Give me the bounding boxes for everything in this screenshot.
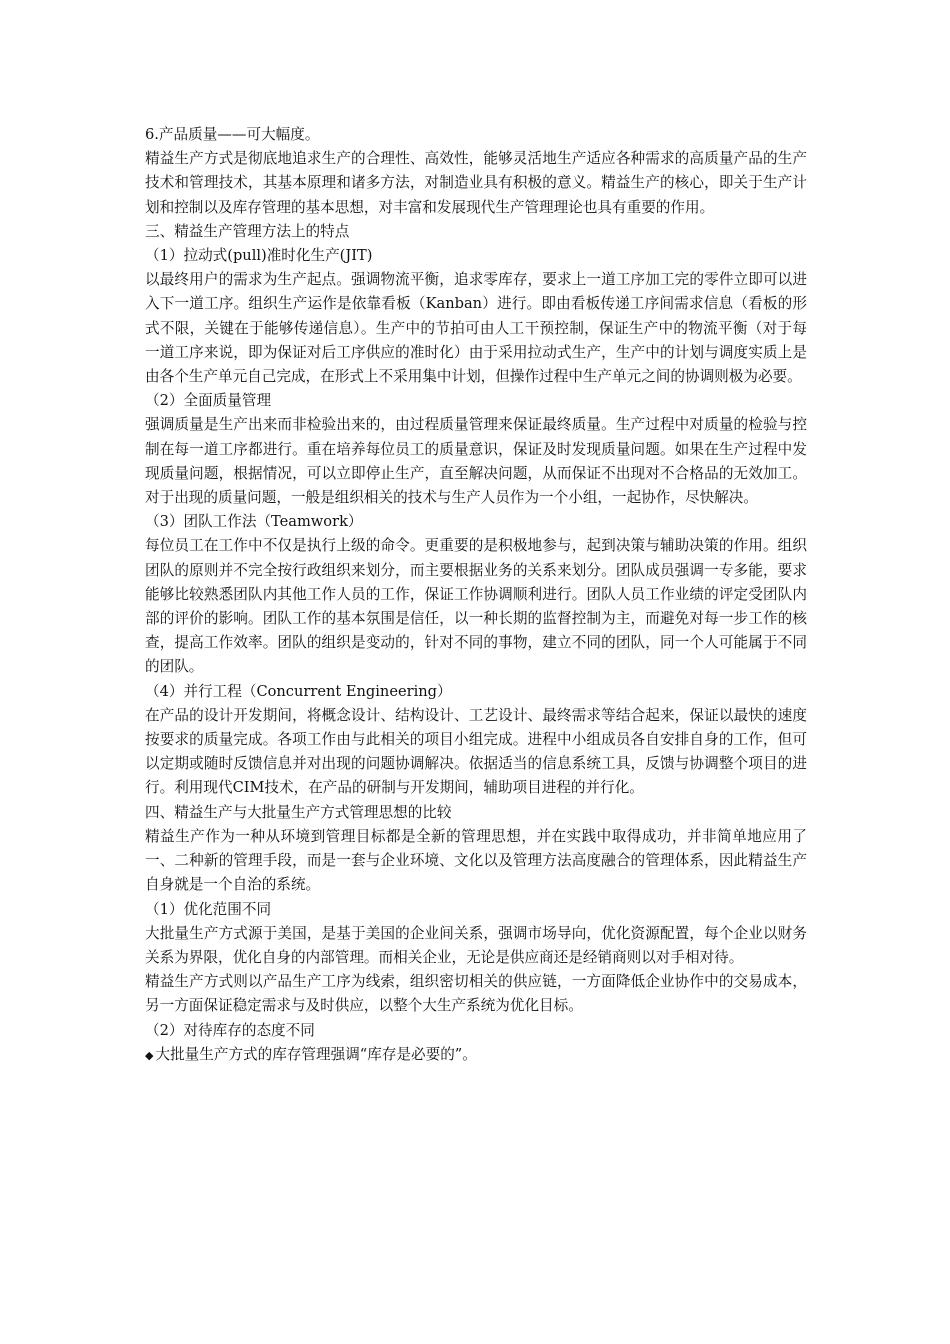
document-body	[145, 123, 807, 1068]
section-heading-4: 四、精益生产与大批量生产方式管理思想的比较	[145, 803, 452, 821]
diamond-bullet-icon: ◆	[145, 1048, 154, 1062]
paragraph-mass-production: 大批量生产方式源于美国，是基于美国的企业间关系，强调市场导向，优化资源配置，每个企业以财务关系为界限，优化自身的内部管理。而相关企业，无论是供应商还是经销商则以对手相对待。	[145, 924, 807, 966]
subheading-concurrent: （4）并行工程（Concurrent Engineering）	[145, 682, 452, 700]
subheading-jit: （1）拉动式(pull)准时化生产(JIT)	[145, 247, 373, 265]
paragraph-comparison-intro: 精益生产作为一种从环境到管理目标都是全新的管理思想，并在实践中取得成功，并非简单地应用了一、二种新的管理手段，而是一套与企业环境、文化以及管理方法高度融合的管理体系，因此精益生产自身就是一个自治的系统。	[145, 827, 807, 894]
bullet-item	[145, 1043, 807, 1068]
subheading-tqm: （2）全面质量管理	[145, 392, 272, 410]
subheading-scope: （1）优化范围不同	[145, 900, 272, 918]
paragraph-jit: 以最终用户的需求为生产起点。强调物流平衡，追求零库存，要求上一道工序加工完的零件立即可以进入下一道工序。组织生产运作是依靠看板（Kanban）进行。即由看板传递工序间需求信息（看板的形式不限，关键在于能够传递信息）。生产中的节拍可由人工干预控制，保证生产中的物流平衡（对于每一道工序来说，即为保证对后工序供应的准时化）由于采用拉动式生产，生产中的计划与调度实质上是由各个生产单元自己完成，在形式上不采用集中计划，但操作过程中生产单元之间的协调则极为必要。	[145, 271, 807, 386]
bullet-text: 大批量生产方式的库存管理强调“库存是必要的”。	[155, 1045, 477, 1063]
paragraph-concurrent: 在产品的设计开发期间，将概念设计、结构设计、工艺设计、最终需求等结合起来，保证以最快的速度按要求的质量完成。各项工作由与此相关的项目小组完成。进程中小组成员各自安排自身的工作，但可以定期或随时反馈信息并对出现的问题协调解决。依据适当的信息系统工具，反馈与协调整个项目的进行。利用现代CIM技术，在产品的研制与开发期间，辅助项目进程的并行化。	[145, 706, 807, 797]
section-heading-3: 三、精益生产管理方法上的特点	[145, 222, 350, 240]
paragraph-lean-scope: 精益生产方式则以产品生产工序为线索，组织密切相关的供应链，一方面降低企业协作中的交易成本，另一方面保证稳定需求与及时供应，以整个大生产系统为优化目标。	[145, 973, 807, 1015]
subheading-inventory: （2）对待库存的态度不同	[145, 1021, 315, 1039]
paragraph-teamwork: 每位员工在工作中不仅是执行上级的命令。更重要的是积极地参与，起到决策与辅助决策的作用。组织团队的原则并不完全按行政组织来划分，而主要根据业务的关系来划分。团队成员强调一专多能，要求能够比较熟悉团队内其他工作人员的工作，保证工作协调顺利进行。团队人员工作业绩的评定受团队内部的评价的影响。团队工作的基本氛围是信任，以一种长期的监督控制为主，而避免对每一步工作的核查，提高工作效率。团队的组织是变动的，针对不同的事物，建立不同的团队，同一个人可能属于不同的团队。	[145, 537, 807, 676]
subheading-teamwork: （3）团队工作法（Teamwork）	[145, 513, 363, 531]
paragraph-tqm: 强调质量是生产出来而非检验出来的，由过程质量管理来保证最终质量。生产过程中对质量的检验与控制在每一道工序都进行。重在培养每位员工的质量意识，保证及时发现质量问题。如果在生产过程中发现质量问题，根据情况，可以立即停止生产，直至解决问题，从而保证不出现对不合格品的无效加工。对于出现的质量问题，一般是组织相关的技术与生产人员作为一个小组，一起协作，尽快解决。	[145, 416, 807, 507]
paragraph-lean-intro: 精益生产方式是彻底地追求生产的合理性、高效性，能够灵活地生产适应各种需求的高质量产品的生产技术和管理技术，其基本原理和诸多方法，对制造业具有积极的意义。精益生产的核心，即关于生产计划和控制以及库存管理的基本思想，对丰富和发展现代生产管理理论也具有重要的作用。	[145, 150, 807, 216]
heading-product-quality: 6.产品质量——可大幅度。	[145, 126, 320, 143]
